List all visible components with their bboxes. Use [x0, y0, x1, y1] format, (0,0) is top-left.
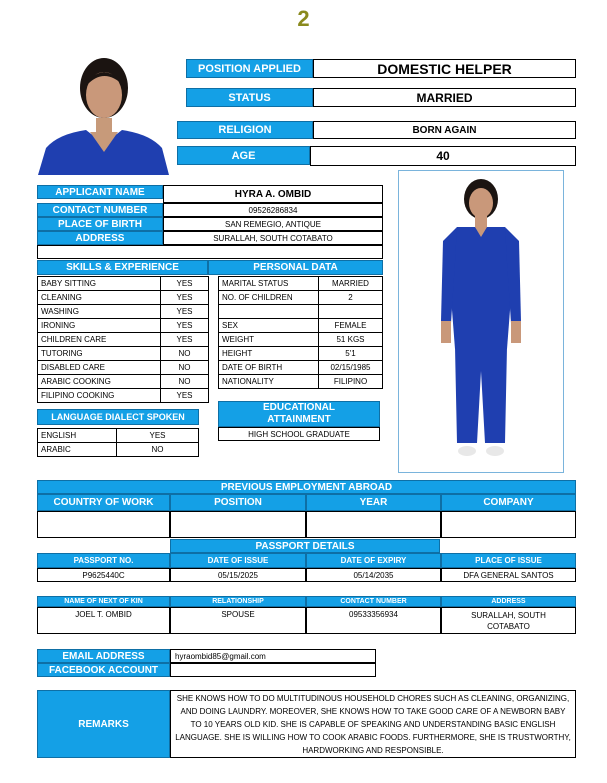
personal-row [219, 375, 383, 389]
skills-row [38, 375, 209, 389]
personal-field: NATIONALITY [219, 375, 319, 389]
full-body-image [399, 171, 563, 472]
skills-row [38, 347, 209, 361]
skill-name: ARABIC COOKING [38, 375, 161, 389]
skill-value: NO [161, 361, 209, 375]
skills-header: SKILLS & EXPERIENCE [37, 260, 208, 275]
skill-value: YES [161, 277, 209, 291]
facebook-value [170, 663, 376, 677]
position-label: POSITION APPLIED [186, 59, 313, 78]
skill-value: YES [161, 333, 209, 347]
applicant-name-value: HYRA A. OMBID [163, 185, 383, 203]
employment-col-year: YEAR [306, 494, 441, 511]
personal-value [319, 305, 383, 319]
email-label: EMAIL ADDRESS [37, 649, 170, 663]
personal-value: 5'1 [319, 347, 383, 361]
kin-value: SURALLAH, SOUTH COTABATO [441, 607, 576, 634]
religion-label: RELIGION [177, 121, 313, 139]
personal-field: HEIGHT [219, 347, 319, 361]
education-value: HIGH SCHOOL GRADUATE [218, 427, 380, 441]
employment-cell [306, 511, 441, 538]
employment-header: PREVIOUS EMPLOYMENT ABROAD [37, 480, 576, 494]
passport-header: PASSPORT DETAILS [170, 539, 440, 553]
passport-col: PASSPORT NO. [37, 553, 170, 568]
personal-value: 51 KGS [319, 333, 383, 347]
skill-value: YES [161, 319, 209, 333]
personal-row [219, 333, 383, 347]
employment-col-position: POSITION [170, 494, 306, 511]
education-header: EDUCATIONAL ATTAINMENT [218, 401, 380, 427]
personal-row [219, 319, 383, 333]
kin-value: SPOUSE [170, 607, 306, 634]
personal-row [219, 291, 383, 305]
address-value: SURALLAH, SOUTH COTABATO [163, 231, 383, 245]
kin-value: JOEL T. OMBID [37, 607, 170, 634]
blank-row [37, 245, 383, 259]
status-value: MARRIED [313, 88, 576, 107]
skill-name: TUTORING [38, 347, 161, 361]
age-value: 40 [310, 146, 576, 166]
kin-value: 09533356934 [306, 607, 441, 634]
facebook-label: FACEBOOK ACCOUNT [37, 663, 170, 677]
skill-value: NO [161, 375, 209, 389]
personal-value: FEMALE [319, 319, 383, 333]
applicant-name-label: APPLICANT NAME [37, 185, 163, 199]
employment-cell [441, 511, 576, 538]
skill-value: YES [161, 291, 209, 305]
kin-col: CONTACT NUMBER [306, 596, 441, 607]
personal-row [219, 305, 383, 319]
skill-name: FILIPINO COOKING [38, 389, 161, 403]
personal-table [218, 276, 383, 389]
skills-row [38, 277, 209, 291]
page-number: 2 [297, 6, 310, 31]
personal-field: WEIGHT [219, 333, 319, 347]
personal-field: MARITAL STATUS [219, 277, 319, 291]
language-value: NO [117, 443, 199, 457]
language-value: YES [117, 429, 199, 443]
headshot-photo [38, 48, 169, 175]
passport-col: DATE OF ISSUE [170, 553, 306, 568]
full-body-photo [398, 170, 564, 473]
employment-cell [37, 511, 170, 538]
personal-header: PERSONAL DATA [208, 260, 383, 275]
skills-row [38, 333, 209, 347]
employment-col-company: COMPANY [441, 494, 576, 511]
skill-value: NO [161, 347, 209, 361]
skill-name: CHILDREN CARE [38, 333, 161, 347]
personal-value: 02/15/1985 [319, 361, 383, 375]
age-label: AGE [177, 146, 310, 165]
skill-value: YES [161, 305, 209, 319]
personal-row [219, 277, 383, 291]
kin-col: RELATIONSHIP [170, 596, 306, 607]
skill-value: YES [161, 389, 209, 403]
skills-row [38, 389, 209, 403]
skill-name: CLEANING [38, 291, 161, 305]
skill-name: WASHING [38, 305, 161, 319]
personal-row [219, 361, 383, 375]
passport-col: DATE OF EXPIRY [306, 553, 441, 568]
birthplace-value: SAN REMEGIO, ANTIQUE [163, 217, 383, 231]
language-name: ARABIC [38, 443, 117, 457]
skills-row [38, 319, 209, 333]
headshot-image [38, 48, 169, 175]
skill-name: IRONING [38, 319, 161, 333]
skill-name: BABY SITTING [38, 277, 161, 291]
employment-col-country: COUNTRY OF WORK [37, 494, 170, 511]
language-table [37, 428, 199, 457]
personal-row [219, 347, 383, 361]
skills-row [38, 291, 209, 305]
birthplace-label: PLACE OF BIRTH [37, 217, 163, 231]
passport-value: P9625440C [37, 568, 170, 582]
remarks-text: SHE KNOWS HOW TO DO MULTITUDINOUS HOUSEHOLD CHORES SUCH AS CLEANING, ORGANIZING, AND DOING LAUNDRY. MOREOVER, SHE KNOWS HOW TO TAKE GOOD CARE OF A NEWBORN BABY TO 10 YEARS OLD KID. SHE IS CAPABLE OF SPEAKING AND UNDERSTANDING BASIC ENGLISH LANGUAGE. SHE IS WILLING HOW TO COOK ARABIC FOODS. FURTHERMORE, SHE IS TRUSTWORTHY, HARDWORKING AND RESPONSIBLE. [170, 690, 576, 758]
personal-value: FILIPINO [319, 375, 383, 389]
skills-row [38, 305, 209, 319]
status-label: STATUS [186, 88, 313, 107]
passport-col: PLACE OF ISSUE [441, 553, 576, 568]
personal-value: 2 [319, 291, 383, 305]
remarks-label: REMARKS [37, 690, 170, 758]
language-header: LANGUAGE DIALECT SPOKEN [37, 409, 199, 425]
personal-field: DATE OF BIRTH [219, 361, 319, 375]
personal-field [219, 305, 319, 319]
skill-name: DISABLED CARE [38, 361, 161, 375]
skills-row [38, 361, 209, 375]
language-name: ENGLISH [38, 429, 117, 443]
kin-col: NAME OF NEXT OF KIN [37, 596, 170, 607]
personal-value: MARRIED [319, 277, 383, 291]
contact-number-label: CONTACT NUMBER [37, 203, 163, 217]
passport-value: 05/14/2035 [306, 568, 441, 582]
personal-field: SEX [219, 319, 319, 333]
email-value: hyraombid85@gmail.com [170, 649, 376, 663]
kin-col: ADDRESS [441, 596, 576, 607]
address-label: ADDRESS [37, 231, 163, 245]
skills-table [37, 276, 209, 403]
passport-value: DFA GENERAL SANTOS [441, 568, 576, 582]
position-value: DOMESTIC HELPER [313, 59, 576, 78]
passport-value: 05/15/2025 [170, 568, 306, 582]
personal-field: NO. OF CHILDREN [219, 291, 319, 305]
religion-value: BORN AGAIN [313, 121, 576, 139]
employment-cell [170, 511, 306, 538]
language-row [38, 443, 199, 457]
language-row [38, 429, 199, 443]
contact-number-value: 09526286834 [163, 203, 383, 217]
